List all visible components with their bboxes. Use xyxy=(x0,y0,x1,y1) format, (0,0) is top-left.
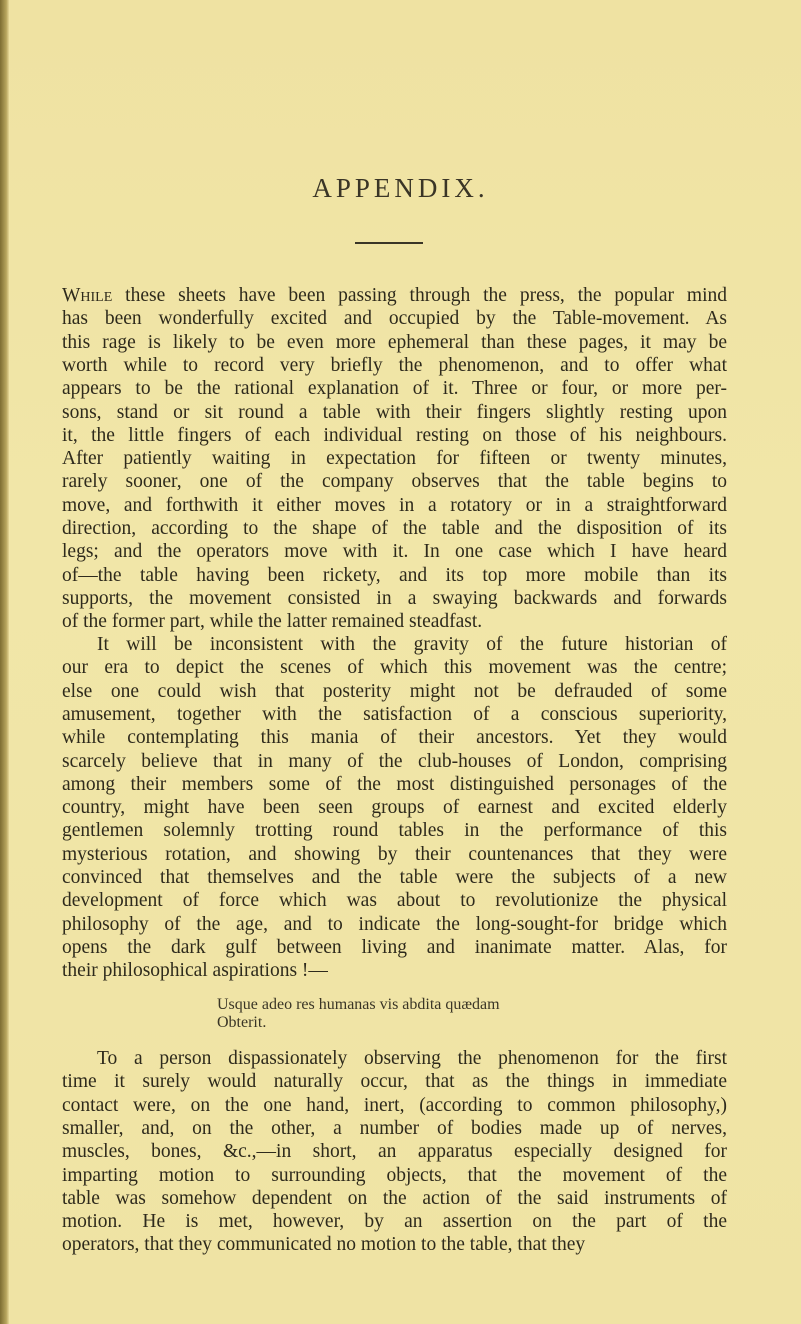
line-text: table was somehow dependent on the action of the said instruments of xyxy=(62,1187,727,1209)
line-text: rarely sooner, one of the company observes that the table begins to xyxy=(62,471,727,493)
text-line xyxy=(62,517,727,540)
text-line xyxy=(62,1117,727,1140)
text-line xyxy=(62,331,727,354)
text-line xyxy=(62,1233,727,1256)
latin-quote-line-2: Obterit. xyxy=(217,1014,267,1031)
text-line xyxy=(62,773,727,796)
text-line xyxy=(62,1094,727,1117)
title-divider xyxy=(355,242,423,244)
text-line xyxy=(62,680,727,703)
text-line xyxy=(62,564,727,587)
text-line xyxy=(62,1210,727,1233)
line-text: philosophy of the age, and to indicate the long-sought-for bridge which xyxy=(62,913,727,935)
line-text: gentlemen solemnly trotting round tables in the performance of this xyxy=(62,820,727,842)
line-text: It will be inconsistent with the gravity of the future historian of xyxy=(97,634,727,655)
text-line xyxy=(62,913,727,936)
line-text: operators, that they communicated no motion to the table, that they xyxy=(62,1234,586,1256)
text-line xyxy=(97,633,727,656)
line-text: else one could wish that posterity might not be defrauded of some xyxy=(62,680,727,702)
text-line xyxy=(62,889,727,912)
text-line xyxy=(97,1047,727,1070)
line-text: while contemplating this mania of their ancestors. Yet they would xyxy=(62,727,727,749)
text-line xyxy=(62,377,727,400)
line-text: time it surely would naturally occur, that as the things in immediate xyxy=(62,1071,727,1093)
small-caps-lead: While xyxy=(62,285,113,306)
text-line xyxy=(62,936,727,959)
text-line xyxy=(62,656,727,679)
text-line xyxy=(62,843,727,866)
text-line xyxy=(62,866,727,889)
text-line xyxy=(62,796,727,819)
text-line xyxy=(62,401,727,424)
line-text: this rage is likely to be even more ephemeral than these pages, it may be xyxy=(62,331,727,353)
line-text: After patiently waiting in expectation for fifteen or twenty minutes, xyxy=(62,448,727,470)
text-line xyxy=(62,424,727,447)
line-text: country, might have been seen groups of earnest and excited elderly xyxy=(62,797,727,819)
line-text: our era to depict the scenes of which this movement was the centre; xyxy=(62,657,727,679)
text-line xyxy=(62,494,727,517)
line-text: move, and forthwith it either moves in a rotatory or in a straightforward xyxy=(62,494,727,516)
line-text: appears to be the rational explanation of it. Three or four, or more per- xyxy=(62,378,727,400)
line-text: mysterious rotation, and showing by their countenances that they were xyxy=(62,843,727,865)
line-text: these sheets have been passing through the press, the popular mind xyxy=(112,285,727,306)
line-text: legs; and the operators move with it. In one case which I have heard xyxy=(62,541,727,563)
text-line xyxy=(62,354,727,377)
line-text: direction, according to the shape of the table and the disposition of its xyxy=(62,518,727,539)
text-line xyxy=(62,726,727,749)
line-text: supports, the movement consisted in a swaying backwards and forwards xyxy=(62,587,727,609)
text-line xyxy=(62,470,727,493)
text-line xyxy=(62,587,727,610)
text-line xyxy=(62,1070,727,1093)
line-text: development of force which was about to revolutionize the physical xyxy=(62,890,727,912)
text-line xyxy=(62,959,727,982)
text-line xyxy=(62,307,727,330)
page-title: APPENDIX. xyxy=(312,173,489,203)
latin-quote-line-1: Usque adeo res humanas vis abdita quædam xyxy=(217,996,500,1013)
line-text: contact were, on the one hand, inert, (according to common philosophy,) xyxy=(62,1094,727,1116)
text-line xyxy=(62,610,727,633)
line-text: amusement, together with the satisfaction of a conscious superiority, xyxy=(62,703,727,725)
text-line xyxy=(62,1140,727,1163)
text-line xyxy=(62,1164,727,1187)
line-text: opens the dark gulf between living and inanimate matter. Alas, for xyxy=(62,936,727,958)
text-line xyxy=(62,540,727,563)
line-text: of—the table having been rickety, and its top more mobile than its xyxy=(62,564,727,586)
line-text: To a person dispassionately observing the phenomenon for the first xyxy=(97,1048,727,1069)
line-text: imparting motion to surrounding objects, that the movement of the xyxy=(62,1164,727,1186)
line-text: their philosophical aspirations !— xyxy=(62,960,328,982)
line-text: it, the little fingers of each individual resting on those of his neighbours. xyxy=(62,424,727,446)
line-text: has been wonderfully excited and occupied by the Table-movement. As xyxy=(62,308,727,330)
line-text: worth while to record very briefly the phenomenon, and to offer what xyxy=(62,354,727,376)
line-text: sons, stand or sit round a table with their fingers slightly resting upon xyxy=(62,401,727,423)
line-text: convinced that themselves and the table were the subjects of a new xyxy=(62,867,727,888)
line-text: motion. He is met, however, by an assertion on the part of the xyxy=(62,1211,727,1233)
text-line xyxy=(62,750,727,773)
line-text: among their members some of the most distinguished personages of the xyxy=(62,773,727,795)
text-line xyxy=(62,1187,727,1210)
line-text: of the former part, while the latter remained steadfast. xyxy=(62,611,483,633)
text-line xyxy=(62,703,727,726)
line-text: muscles, bones, &c.,—in short, an apparatus especially designed for xyxy=(62,1141,727,1163)
line-text: smaller, and, on the other, a number of bodies made up of nerves, xyxy=(62,1117,727,1139)
text-line xyxy=(62,447,727,470)
text-line xyxy=(62,284,727,307)
line-text: scarcely believe that in many of the club-houses of London, comprising xyxy=(62,750,727,772)
text-line xyxy=(62,819,727,842)
